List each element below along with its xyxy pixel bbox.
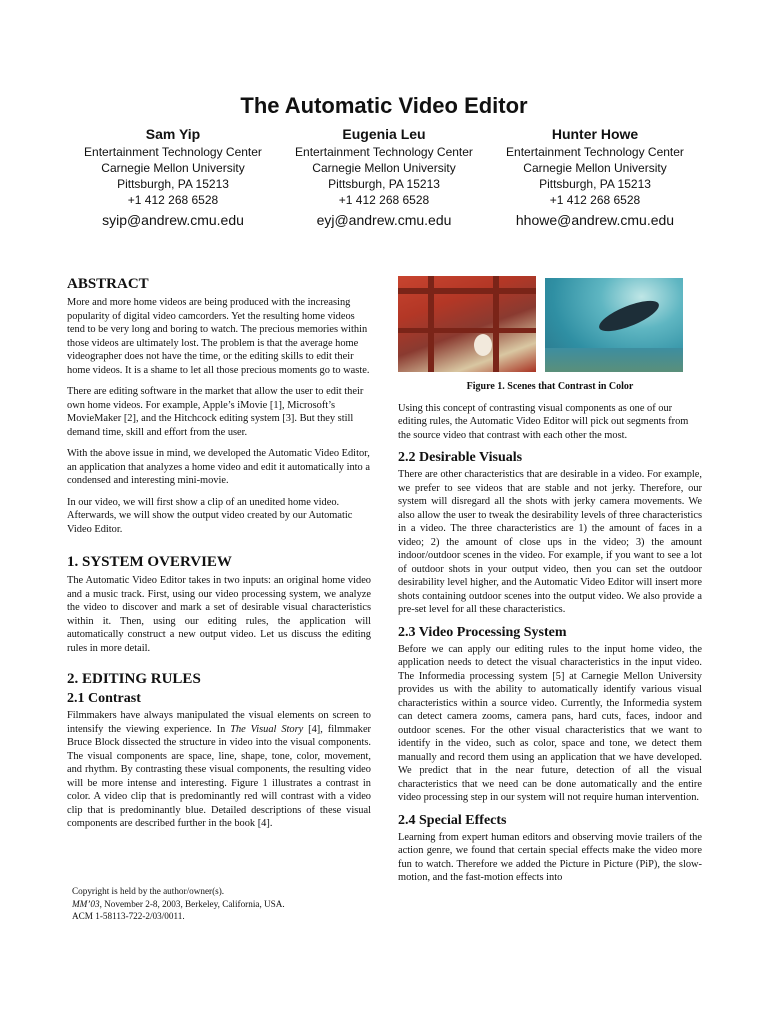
- author-university: Carnegie Mellon University: [312, 161, 456, 175]
- author-phone: +1 412 268 6528: [549, 193, 641, 207]
- abstract-paragraph: With the above issue in mind, we developed the Automatic Video Editor, an application that analyzes a home video and edit it automatically into a condensed and interesting mini-movie.: [67, 448, 370, 486]
- section-text: Using this concept of contrasting visual components as one of our editing rules, the Automatic Video Editor will pick out segments from the source video that contrast with each other the most.: [398, 402, 689, 441]
- abstract-paragraph: In our video, we will first show a clip of an unedited home video. Afterwards, we will show the output video created by our Automatic Video Editor.: [67, 496, 353, 535]
- subsection-heading: 2.4 Special Effects: [398, 812, 507, 828]
- book-title: The Visual Story: [230, 723, 304, 735]
- blue-underwater-seal-photo: [545, 278, 683, 372]
- red-scene-photo: [398, 276, 536, 372]
- subsection-heading: 2.1 Contrast: [67, 691, 141, 706]
- author-name: Hunter Howe: [551, 126, 639, 142]
- abstract-paragraph: More and more home videos are being produced with the increasing popularity of digital video camcorders. Yet the resulting home videos tend to be very long and boring to watch. The precious memories within those videos are ultimately lost. The problem is that the average home videographer does not have the time, or the editing skills to edit their home videos. It is a shame to let all those precious moments go to waste.: [67, 297, 370, 376]
- section-text: Before we can apply our editing rules to the input home video, the application needs to detect the visual characteristics in the input video. The Informedia processing system [5] at Carnegie Mellon University provides us with the ability to automatically identify various visual characteristics within a source video. Currently, the Informedia system can detect camera zooms, camera pans, hard cuts, faces, indoor and outdoor scenes. For the other visual characteristics that we want to identify in the video, such as color, space and tone, we detect them manually and record them using an application that we have developed. We predict that in the near future, detection of all the visual characteristics that we need can be done automatically and the entire video processing step in our system will not require human intervention.: [398, 643, 702, 803]
- subsection-heading: 2.2 Desirable Visuals: [398, 450, 523, 465]
- text-run: [4], filmmaker Bruce Block dissected the structure in video into the visual components. The visual components are space, line, shape, tone, color, movement, and rhythm. By contrasting these visual components, the resulting video will be more intense and interesting. Figure 1 illustrates a contrast in color. A video clip that is predominantly red will contrast with a video clip that is predominantly blue. Detailed descriptions of these visual components are described further in the book [4].: [67, 723, 372, 829]
- abstract-paragraph: There are editing software in the market that allow the user to edit their own home videos. For example, Apple’s iMovie [1], Microsoft’s MovieMaker [2], and the Hitchcock editing system [3]. But they still demand time, skill and effort from the user.: [67, 386, 364, 438]
- figure-caption: Figure 1. Scenes that Contrast in Color: [466, 381, 634, 392]
- copyright-line: [72, 898, 372, 911]
- author-name: Eugenia Leu: [342, 126, 426, 142]
- section-heading: 2. EDITING RULES: [67, 671, 201, 687]
- author-block: [68, 125, 278, 228]
- author-university: Carnegie Mellon University: [523, 161, 667, 175]
- author-email[interactable]: syip@andrew.cmu.edu: [102, 212, 244, 228]
- text-run: Filmmakers have always manipulated the visual elements on screen to intensify the viewing experience. In: [67, 710, 371, 735]
- right-column: [398, 276, 702, 893]
- subsection-heading: 2.3 Video Processing System: [398, 624, 567, 640]
- author-phone: +1 412 268 6528: [127, 193, 219, 207]
- author-email[interactable]: eyj@andrew.cmu.edu: [316, 212, 452, 228]
- author-block: [279, 125, 489, 228]
- conference-name: MM’03: [72, 898, 100, 909]
- section-text: There are other characteristics that are desirable in a video. For example, we prefer to see videos that are stable and not jerky. Therefore, our system will disregard all the shots with jerky camera movements. We also allow the user to tweak the desirability levels of three characteristics in a video. The three characteristics are 1) the amount of faces in a video; 2) the amount of close ups in the video; 3) the amount indoor/outdoor scenes in the video. For example, if you want to see a lot of outdoor shots in your output video, then you can set the outdoor desirability level higher, and the Automatic Video Editor will insert more shots containing outdoor scenes into the output video. We also provide a pre-set level for all these characteristics.: [398, 469, 702, 615]
- section-text: The Automatic Video Editor takes in two inputs: an original home video and a music track. First, using our video processing system, we analyze the video to discover and mark a set of desirable visual characteristics within it. Then, using our editing rules, the application will automatically construct a new output video. Let us discuss the editing rules in more detail.: [67, 575, 371, 654]
- author-email[interactable]: hhowe@andrew.cmu.edu: [515, 212, 675, 228]
- author-affiliation: Entertainment Technology Center: [506, 145, 684, 159]
- author-university: Carnegie Mellon University: [101, 161, 245, 175]
- author-name: Sam Yip: [145, 126, 201, 142]
- figure-1: [398, 276, 702, 376]
- abstract-heading: ABSTRACT: [67, 276, 149, 292]
- author-phone: +1 412 268 6528: [338, 193, 430, 207]
- section-heading: 1. SYSTEM OVERVIEW: [67, 554, 232, 570]
- copyright-line: Copyright is held by the author/owner(s).: [72, 886, 225, 896]
- section-text: Learning from expert human editors and observing movie trailers of the action genre, we found that certain special effects make the video more fun to watch. Therefore we added the Picture in Picture (PiP), the slow-motion, and the fast-motion effects into: [398, 831, 702, 883]
- section-text: [67, 709, 371, 831]
- copyright-notice: [72, 885, 372, 923]
- text-run: , November 2-8, 2003, Berkeley, California, USA.: [99, 898, 285, 909]
- author-address: Pittsburgh, PA 15213: [117, 177, 229, 191]
- paper-title: The Automatic Video Editor: [240, 93, 528, 118]
- author-block: [490, 125, 700, 228]
- author-address: Pittsburgh, PA 15213: [539, 177, 651, 191]
- author-affiliation: Entertainment Technology Center: [84, 145, 262, 159]
- copyright-line: ACM 1-58113-722-2/03/0011.: [72, 911, 185, 921]
- author-address: Pittsburgh, PA 15213: [328, 177, 440, 191]
- author-affiliation: Entertainment Technology Center: [295, 145, 473, 159]
- left-column: [67, 276, 371, 839]
